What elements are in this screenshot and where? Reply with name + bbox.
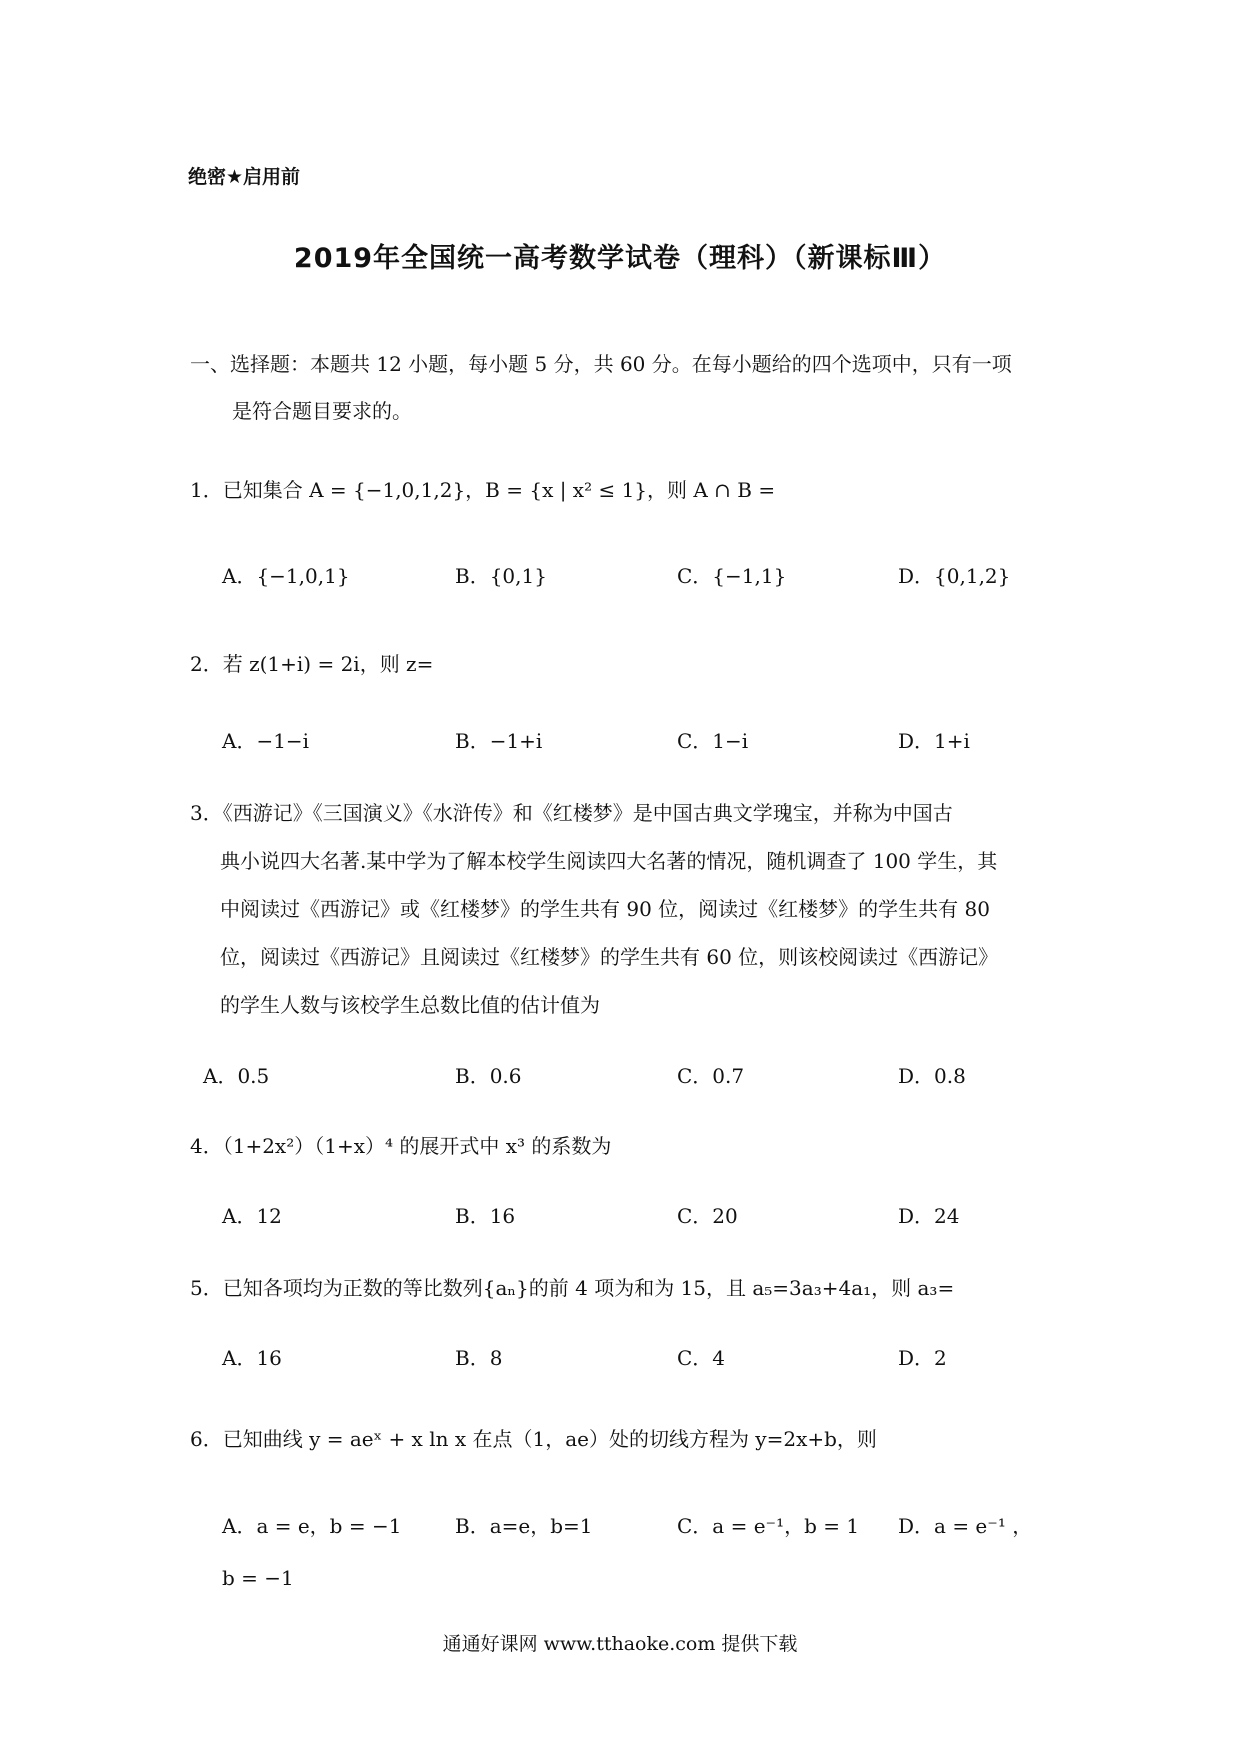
question-5-option-b: B．8: [455, 1346, 503, 1370]
question-4-option-d: D．24: [898, 1204, 960, 1228]
question-2-option-b: B．−1+i: [455, 729, 543, 753]
question-1-stem: 1．已知集合 A = {−1,0,1,2}，B = {x | x² ≤ 1}，则 A ∩ B =: [190, 478, 776, 502]
question-1-option-b: B．{0,1}: [455, 564, 547, 588]
exam-title: 2019年全国统一高考数学试卷（理科）（新课标Ⅲ）: [293, 243, 947, 274]
question-2-option-c: C．1−i: [677, 729, 749, 753]
question-1-option-c: C．{−1,1}: [677, 564, 787, 588]
question-3-option-b: B．0.6: [455, 1064, 522, 1088]
question-6-stem: 6．已知曲线 y = aeˣ + x ln x 在点（1，ae）处的切线方程为 y=2x+b，则: [190, 1427, 877, 1451]
question-6-option-d-continuation: b = −1: [222, 1566, 294, 1590]
question-6-option-c: C．a = e⁻¹，b = 1: [677, 1514, 860, 1538]
question-3-option-c: C．0.7: [677, 1064, 745, 1088]
section-instruction-line-2: 是符合题目要求的。: [232, 399, 412, 423]
question-5-option-c: C．4: [677, 1346, 726, 1370]
question-4-option-a: A．12: [222, 1204, 282, 1228]
question-3-option-a: A．0.5: [203, 1064, 270, 1088]
question-1-option-a: A．{−1,0,1}: [222, 564, 350, 588]
section-instruction-line-1: 一、选择题：本题共 12 小题，每小题 5 分，共 60 分。在每小题给的四个选项中，只有一项: [190, 352, 1012, 376]
question-5-option-d: D．2: [898, 1346, 947, 1370]
download-footer: 通通好课网 www.tthaoke.com 提供下载: [442, 1633, 798, 1655]
question-5-option-a: A．16: [222, 1346, 282, 1370]
question-6-option-a: A．a = e，b = −1: [222, 1514, 402, 1538]
confidential-label: 绝密★启用前: [188, 166, 301, 188]
question-5-stem: 5．已知各项均为正数的等比数列{aₙ}的前 4 项为和为 15，且 a₅=3a₃+4a₁，则 a₃=: [190, 1276, 955, 1300]
question-1-option-d: D．{0,1,2}: [898, 564, 1011, 588]
question-3-stem-line-2: 典小说四大名著.某中学为了解本校学生阅读四大名著的情况，随机调查了 100 学生，其: [220, 849, 998, 873]
question-4-option-c: C．20: [677, 1204, 738, 1228]
question-2-option-d: D．1+i: [898, 729, 970, 753]
question-6-option-b: B．a=e，b=1: [455, 1514, 593, 1538]
question-3-stem-line-5: 的学生人数与该校学生总数比值的估计值为: [220, 993, 600, 1017]
question-4-option-b: B．16: [455, 1204, 516, 1228]
question-3-stem-line-3: 中阅读过《西游记》或《红楼梦》的学生共有 90 位，阅读过《红楼梦》的学生共有 80: [220, 897, 990, 921]
question-2-option-a: A．−1−i: [222, 729, 310, 753]
question-3-option-d: D．0.8: [898, 1064, 966, 1088]
question-6-option-d: D．a = e⁻¹ ，: [898, 1514, 1033, 1538]
question-4-stem: 4．（1+2x²）（1+x）⁴ 的展开式中 x³ 的系数为: [190, 1134, 612, 1158]
question-3-stem-line-1: 3．《西游记》《三国演义》《水浒传》和《红楼梦》是中国古典文学瑰宝，并称为中国古: [190, 801, 953, 825]
question-3-stem-line-4: 位，阅读过《西游记》且阅读过《红楼梦》的学生共有 60 位，则该校阅读过《西游记》: [220, 945, 999, 969]
question-2-stem: 2．若 z(1+i) = 2i，则 z=: [190, 652, 434, 676]
